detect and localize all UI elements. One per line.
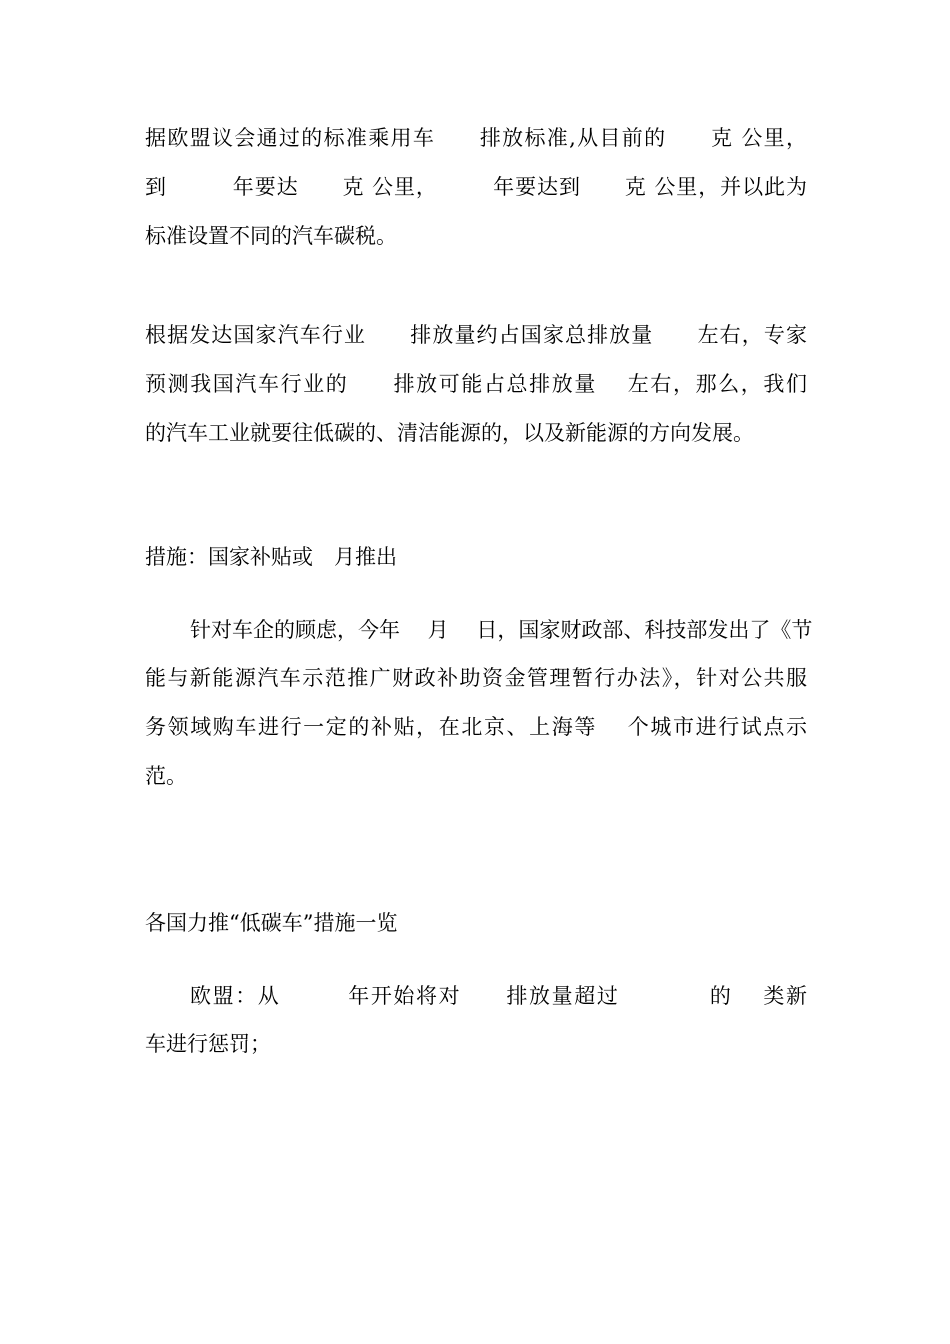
paragraph-auto-industry-line-2: 预测我国汽车行业的 排放可能占总排放量 左右，那么，我们 [145,372,807,396]
paragraph-emission-standard-line-2: 到 年要达 克 公里， 年要达到 克 公里，并以此为 [145,175,807,199]
section-heading-subsidy: 措施：国家补贴或 月推出 [145,545,397,569]
paragraph-emission-standard-line-1: 据欧盟议会通过的标准乘用车 排放标准,从目前的 克 公里， [145,126,807,150]
paragraph-emission-standard-line-3: 标准设置不同的汽车碳税。 [145,224,397,248]
paragraph-subsidy-line-3: 务领域购车进行一定的补贴，在北京、上海等 个城市进行试点示 [145,715,807,739]
paragraph-subsidy-line-4: 范。 [145,764,187,788]
section-heading-measures: 各国力推“低碳车”措施一览 [145,911,398,935]
paragraph-auto-industry-line-1: 根据发达国家汽车行业 排放量约占国家总排放量 左右，专家 [145,323,807,347]
paragraph-auto-industry-line-3: 的汽车工业就要往低碳的、清洁能源的，以及新能源的方向发展。 [145,421,754,445]
paragraph-subsidy-line-1: 针对车企的顾虑，今年 月 日，国家财政部、科技部发出了《节 [190,618,813,642]
paragraph-eu-line-1: 欧盟：从 年开始将对 排放量超过 的 类新 [190,984,807,1008]
paragraph-eu-line-2: 车进行惩罚； [145,1032,271,1056]
paragraph-subsidy-line-2: 能与新能源汽车示范推广财政补助资金管理暂行办法》，针对公共服 [145,666,807,690]
